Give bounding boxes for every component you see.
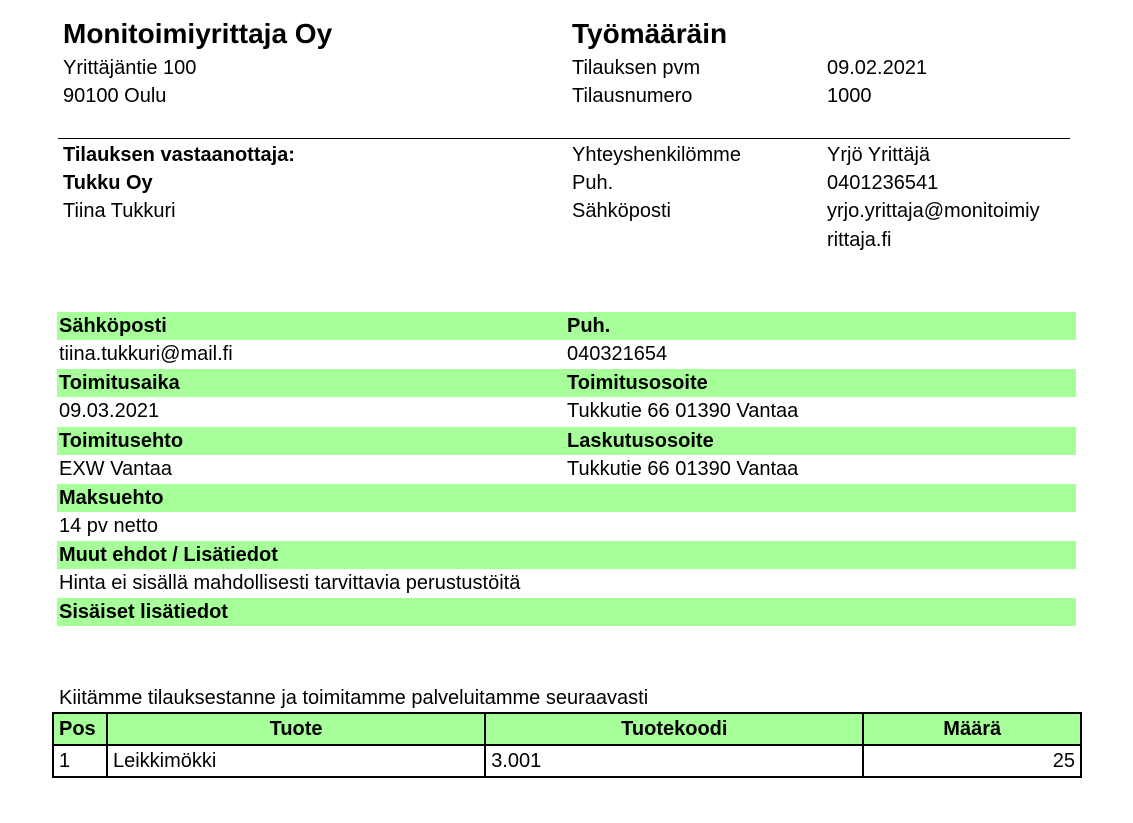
recipient-heading: Tilauksen vastaanottaja: bbox=[63, 144, 295, 166]
contact-person: Yrjö Yrittäjä bbox=[827, 144, 931, 166]
payment-terms-label: Maksuehto bbox=[59, 487, 164, 509]
row-code: 3.001 bbox=[485, 745, 863, 777]
delivery-time-value: 09.03.2021 bbox=[59, 400, 160, 422]
email-value: tiina.tukkuri@mail.fi bbox=[59, 343, 233, 365]
company-name: Monitoimiyrittaja Oy bbox=[63, 18, 333, 49]
contact-email-label: Sähköposti bbox=[572, 200, 671, 222]
delivery-address-value: Tukkutie 66 01390 Vantaa bbox=[567, 400, 799, 422]
row-qty: 25 bbox=[863, 745, 1081, 777]
internal-info-label: Sisäiset lisätiedot bbox=[59, 601, 228, 623]
contact-person-label: Yhteyshenkilömme bbox=[572, 144, 741, 166]
contact-phone-label: Puh. bbox=[572, 172, 614, 194]
billing-address-label: Laskutusosoite bbox=[567, 430, 714, 452]
order-number: 1000 bbox=[827, 85, 872, 107]
order-date-label: Tilauksen pvm bbox=[572, 57, 701, 79]
header-divider bbox=[58, 138, 1070, 139]
col-pos: Pos bbox=[53, 713, 107, 745]
contact-phone: 0401236541 bbox=[827, 172, 939, 194]
other-terms-value: Hinta ei sisällä mahdollisesti tarvittavia perustustöitä bbox=[59, 572, 521, 594]
contact-email-line1: yrjo.yrittaja@monitoimiy bbox=[827, 200, 1040, 222]
delivery-time-label: Toimitusaika bbox=[59, 372, 180, 394]
phone-label: Puh. bbox=[567, 315, 611, 337]
intro-text: Kiitämme tilauksestanne ja toimitamme palveluitamme seuraavasti bbox=[59, 687, 649, 709]
delivery-address-label: Toimitusosoite bbox=[567, 372, 708, 394]
email-label: Sähköposti bbox=[59, 315, 167, 337]
delivery-terms-value: EXW Vantaa bbox=[59, 458, 173, 480]
payment-terms-value: 14 pv netto bbox=[59, 515, 158, 537]
recipient-company: Tukku Oy bbox=[63, 172, 153, 194]
band-payment bbox=[57, 484, 1076, 512]
phone-value: 040321654 bbox=[567, 343, 668, 365]
col-product: Tuote bbox=[107, 713, 485, 745]
row-product: Leikkimökki bbox=[107, 745, 485, 777]
recipient-person: Tiina Tukkuri bbox=[63, 200, 176, 222]
billing-address-value: Tukkutie 66 01390 Vantaa bbox=[567, 458, 799, 480]
col-qty: Määrä bbox=[863, 713, 1081, 745]
other-terms-label: Muut ehdot / Lisätiedot bbox=[59, 544, 278, 566]
company-street: Yrittäjäntie 100 bbox=[63, 57, 197, 79]
table-row bbox=[53, 745, 1081, 777]
document-title: Työmääräin bbox=[572, 18, 728, 49]
contact-email-line2: rittaja.fi bbox=[827, 229, 892, 251]
order-number-label: Tilausnumero bbox=[572, 85, 693, 107]
table-header-row bbox=[53, 713, 1081, 745]
order-date: 09.02.2021 bbox=[827, 57, 928, 79]
delivery-terms-label: Toimitusehto bbox=[59, 430, 184, 452]
company-city: 90100 Oulu bbox=[63, 85, 167, 107]
col-code: Tuotekoodi bbox=[485, 713, 863, 745]
row-pos: 1 bbox=[53, 745, 107, 777]
order-lines-table bbox=[52, 712, 1082, 778]
